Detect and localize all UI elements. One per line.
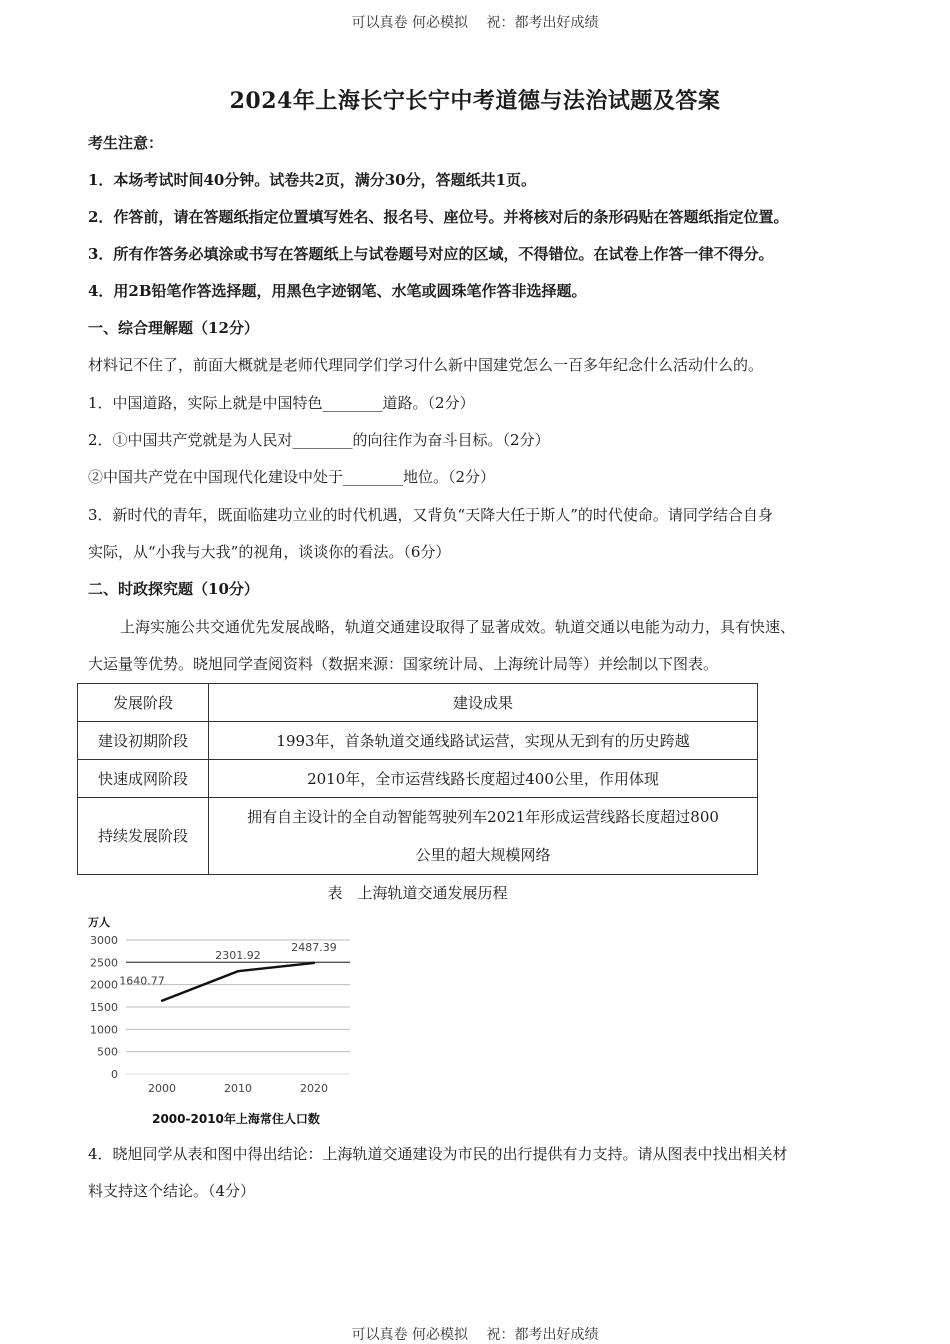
table-header-cell: 发展阶段 [78,684,209,722]
y-tick-label: 2500 [90,956,118,970]
table-header-cell: 建设成果 [209,684,758,722]
question-2a: 2．①中国共产党就是为人民对________的向往作为奋斗目标。（2分） [88,431,550,449]
population-series-line [162,963,314,1001]
data-point [237,970,239,972]
notice-item-1: 1．本场考试时间40分钟。试卷共2页，满分30分，答题纸共1页。 [88,171,537,189]
table-cell-stage: 快速成网阶段 [78,760,209,798]
question-4-line1: 4．晓旭同学从表和图中得出结论：上海轨道交通建设为市民的出行提供有力支持。请从图表中找出相关材 [88,1145,788,1163]
table-row [78,722,758,760]
notice-heading: 考生注意： [88,134,164,152]
table-header-row [78,684,758,722]
population-line-chart [86,908,376,1133]
data-label: 1640.77 [119,974,165,988]
data-label: 2487.39 [291,940,337,954]
section2-paragraph-line1: 上海实施公共交通优先发展战略，轨道交通建设取得了显著成效。轨道交通以电能为动力，具有快速、 [120,618,796,636]
y-tick-label: 1500 [90,1001,118,1014]
data-label: 2301.92 [215,949,261,963]
table-cell-result: 2010年，全市运营线路长度超过400公里，作用体现 [209,760,758,798]
exam-title: 2024年上海长宁长宁中考道德与法治试题及答案 [229,88,721,114]
chart-title: 2000-2010年上海常住人口数 [152,1112,320,1126]
rail-development-table [77,683,758,875]
y-tick-label: 0 [111,1068,118,1081]
data-point [313,962,315,964]
y-tick-label: 500 [97,1045,118,1059]
question-4-line2: 料支持这个结论。（4分） [88,1182,256,1200]
question-3-line1: 3．新时代的青年，既面临建功立业的时代机遇，又背负“天降大任于斯人”的时代使命。请同学结合自身 [88,506,773,524]
table-cell-result-line2: 公里的超大规模网络 [415,846,551,864]
y-tick-label: 3000 [90,934,118,947]
question-1: 1．中国道路，实际上就是中国特色________道路。（2分） [88,394,475,412]
table-cell-result [209,798,758,875]
table-cell-result: 1993年，首条轨道交通线路试运营，实现从无到有的历史跨越 [209,722,758,760]
table-cell-stage: 持续发展阶段 [78,798,209,875]
page-footer: 可以真卷 何必模拟 祝：都考出好成绩 [351,1327,599,1343]
table-cell-stage: 建设初期阶段 [78,722,209,760]
section2-paragraph-line2: 大运量等优势。晓旭同学查阅资料（数据来源：国家统计局、上海统计局等）并绘制以下图表。 [88,655,719,673]
table-caption: 表 上海轨道交通发展历程 [327,884,508,902]
question-2b: ②中国共产党在中国现代化建设中处于________地位。（2分） [88,468,496,486]
notice-item-4: 4．用2B铅笔作答选择题，用黑色字迹钢笔、水笔或圆珠笔作答非选择题。 [88,282,587,300]
notice-item-2: 2．作答前，请在答题纸指定位置填写姓名、报名号、座位号。并将核对后的条形码贴在答题纸指定位置。 [88,208,789,226]
table-cell-result-line1: 拥有自主设计的全自动智能驾驶列车2021年形成运营线路长度超过800 [247,808,719,826]
section1-material: 材料记不住了，前面大概就是老师代理同学们学习什么新中国建党怎么一百多年纪念什么活动什么的。 [88,356,764,374]
page-header: 可以真卷 何必模拟 祝：都考出好成绩 [351,15,599,31]
y-axis-unit-label: 万人 [88,916,110,929]
table-row [78,760,758,798]
notice-item-3: 3．所有作答务必填涂或书写在答题纸上与试卷题号对应的区域，不得错位。在试卷上作答一律不得分。 [88,245,774,263]
y-tick-label: 2000 [90,978,118,992]
data-point [161,1000,163,1002]
section2-heading: 二、时政探究题（10分） [88,580,259,598]
section1-heading: 一、综合理解题（12分） [88,319,259,337]
x-tick-label: 2020 [300,1082,328,1095]
y-tick-label: 1000 [90,1023,118,1037]
question-3-line2: 实际，从“小我与大我”的视角，谈谈你的看法。（6分） [88,543,451,561]
x-tick-label: 2010 [224,1082,252,1095]
table-row [78,798,758,875]
x-tick-label: 2000 [148,1082,176,1095]
